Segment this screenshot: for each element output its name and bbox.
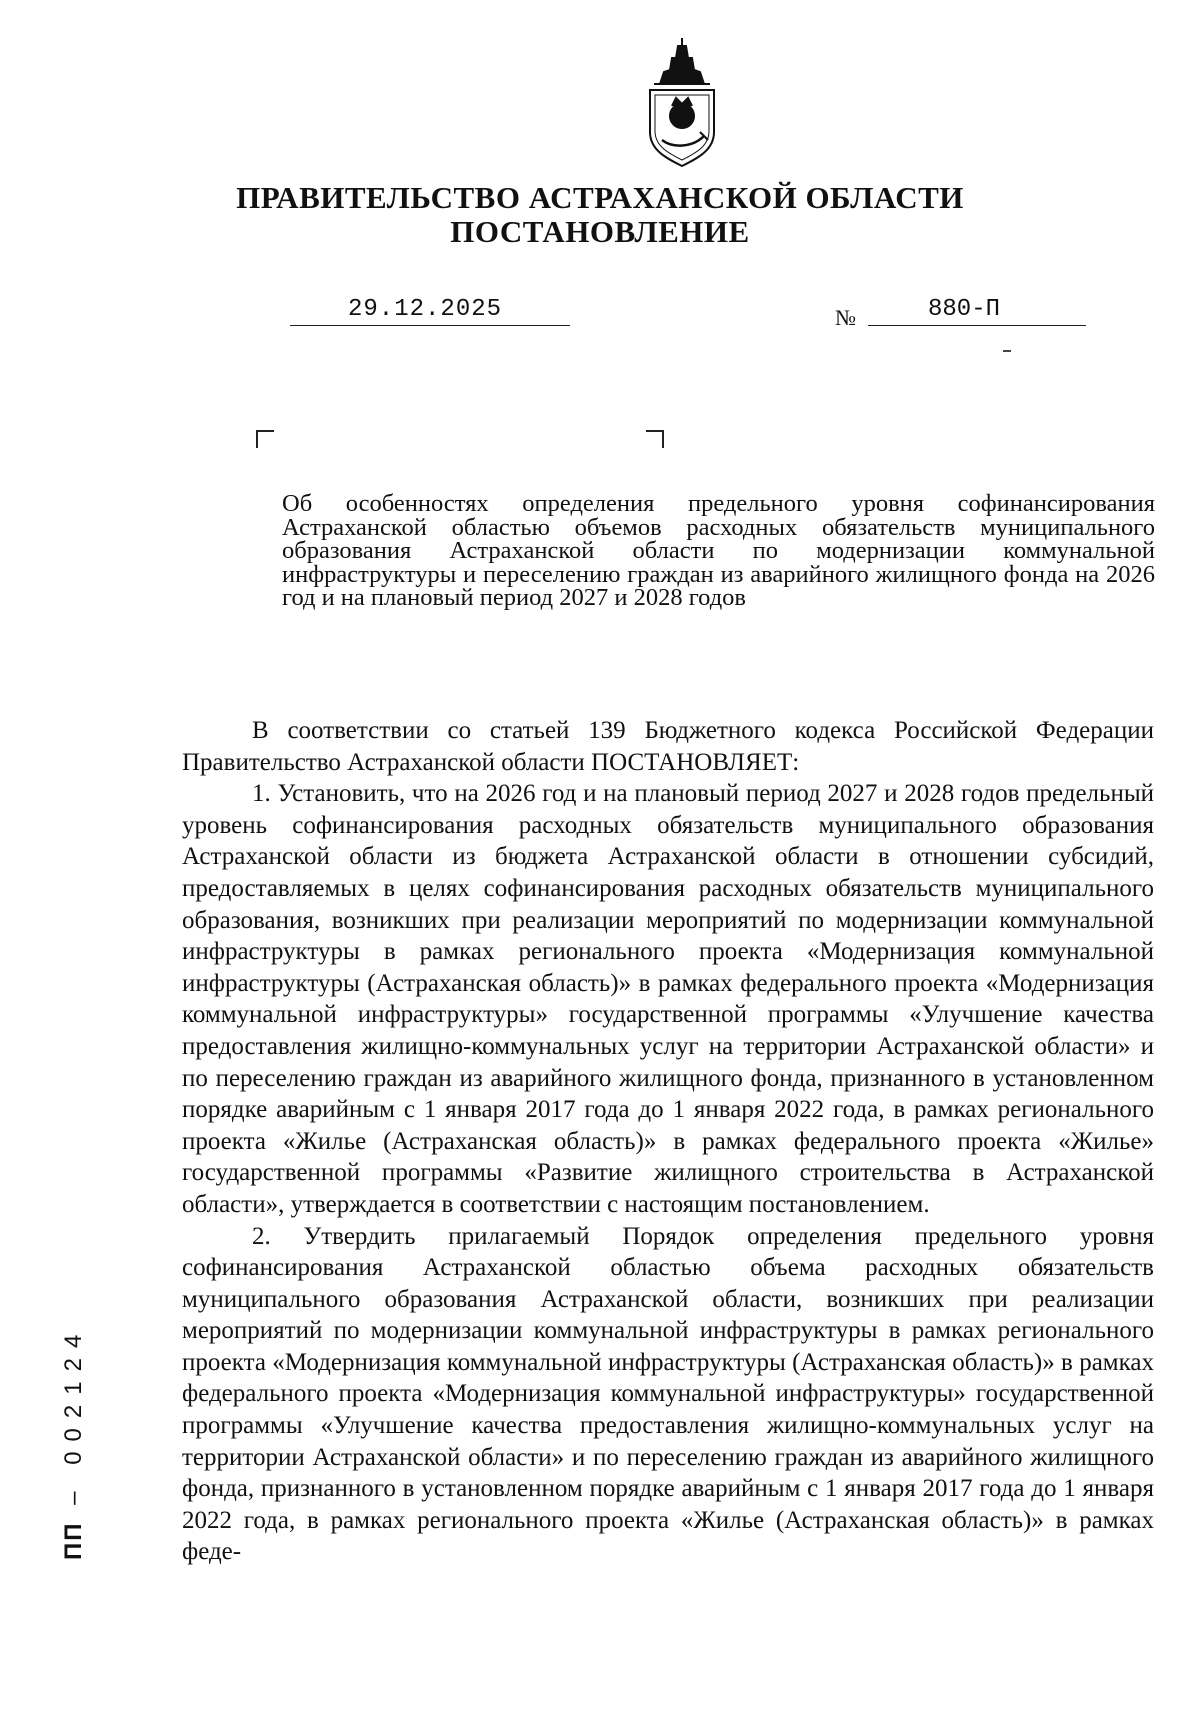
document-date-field [290, 295, 570, 326]
title-bracket-left [256, 430, 274, 448]
document-number: 880-П [928, 296, 1001, 323]
paragraph-2: 2. Утвердить прилагаемый Порядок определения предельного уровня софинансирования Астраханской областью объема расходных обязательств муниципального образования Астраханской области, возникших при реализации мероприятий по модернизации коммунальной инфраструктуры в рамках регионального проекта «Модернизация коммунальной инфраструктуры (Астраханская область)» в рамках федерального проекта «Модернизация коммунальной инфраструктуры» государственной программы «Улучшение качества предоставления жилищно-коммунальных услуг на территории Астраханской области» и по переселению граждан из аварийного жилищного фонда, признанного в установленном порядке аварийным с 1 января 2017 года до 1 января 2022 года, в рамках регионального проекта «Жилье (Астраханская область)» в рамках феде- [182, 1222, 1154, 1566]
code-serial: 002124 [60, 1324, 87, 1465]
title-bracket-right [646, 430, 664, 448]
scan-artifact [1003, 350, 1011, 352]
document-body [182, 715, 1154, 1568]
government-heading: ПРАВИТЕЛЬСТВО АСТРАХАНСКОЙ ОБЛАСТИ [236, 180, 964, 215]
document-type-heading: ПОСТАНОВЛЕНИЕ [450, 214, 750, 249]
document-date: 29.12.2025 [348, 296, 503, 323]
preamble: В соответствии со статьей 139 Бюджетного кодекса Российской Федерации Правительство Астраханской области ПОСТАНОВЛЯЕТ: [182, 717, 1154, 776]
document-number-field [868, 295, 1086, 326]
number-label: № [835, 305, 856, 330]
coat-of-arms-emblem [642, 36, 722, 168]
paragraph-1: 1. Установить, что на 2026 год и на плановый период 2027 и 2028 годов предельный уровень софинансирования расходных обязательств муниципального образования Астраханской области из бюджета Астраханской области в отношении субсидий, предоставляемых в целях софинансирования расходных обязательств муниципального образования, возникших при реализации мероприятий по модернизации коммунальной инфраструктуры в рамках регионального проекта «Модернизация коммунальной инфраструктуры (Астраханская область)» в рамках федерального проекта «Модернизация коммунальной инфраструктуры» государственной программы «Улучшение качества предоставления жилищно-коммунальных услуг на территории Астраханской области» и по переселению граждан из аварийного жилищного фонда, признанного в установленном порядке аварийным с 1 января 2017 года до 1 января 2022 года, в рамках регионального проекта «Жилье (Астраханская область)» в рамках федерального проекта «Жилье» государственной программы «Развитие жилищного строительства в Астраханской области», утверждается в соответствии с настоящим постановлением. [182, 780, 1154, 1218]
code-separator: – [60, 1481, 87, 1505]
document-title: Об особенностях определения предельного уровня софинансирования Астраханской областью объемов расходных обязательств муниципального образования Астраханской области по модернизации коммунальной инфраструктуры и переселению граждан из аварийного жилищного фонда на 2026 год и на плановый период 2027 и 2028 годов [282, 490, 1155, 611]
code-prefix: ПП [60, 1521, 87, 1560]
margin-registration-code [60, 1325, 88, 1560]
